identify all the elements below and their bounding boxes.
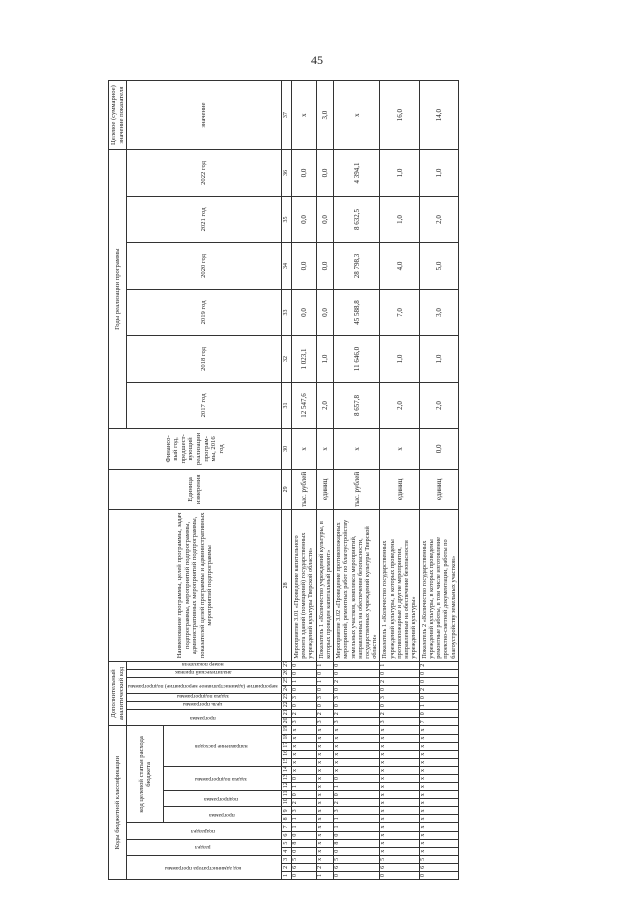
row-year-value: 0,0: [291, 150, 316, 197]
row-year-value: 1 023,1: [291, 336, 316, 383]
code-cell: x: [316, 807, 333, 815]
code-cell: x: [334, 758, 380, 766]
column-number: 35: [281, 196, 291, 243]
code-cell: x: [380, 742, 419, 750]
code-cell: 3: [380, 718, 419, 726]
code-cell: x: [419, 766, 458, 774]
code-cell: 2: [316, 863, 333, 871]
programma-header: программа: [208, 812, 235, 819]
table-row: [334, 81, 380, 880]
year-2021-header: 2021 год: [127, 196, 282, 243]
code-cell: x: [316, 766, 333, 774]
code-cell: x: [419, 750, 458, 758]
table-row: [419, 81, 458, 880]
code-cell: x: [419, 783, 458, 791]
a-zadacha-header: задача подпрограммы: [176, 693, 229, 700]
code-cell: 0: [291, 685, 316, 693]
code-cell: x: [419, 742, 458, 750]
code-cell: 6: [419, 863, 458, 871]
code-cell: 0: [291, 847, 316, 855]
row-name: Мероприятие 3.02 «Проведение противопожарных мероприятий, ремонтных работ по благоустройству земельных участков, комплекса мероприятий, направленных на обеспечение безопасности, государственных учреждений культуры Тверской области»: [334, 510, 380, 662]
row-target-value: 16,0: [380, 81, 419, 150]
code-cell: x: [380, 734, 419, 742]
code-cell: x: [419, 823, 458, 831]
code-cell: 3: [380, 694, 419, 702]
column-number-row: [281, 81, 291, 880]
code-cell: 0: [291, 871, 316, 879]
code-cell: x: [334, 742, 380, 750]
column-number: 27: [281, 661, 291, 669]
column-number: 16: [281, 750, 291, 758]
code-cell: x: [380, 774, 419, 782]
target-col-header: Целевое (суммарное) значение показателя: [109, 81, 127, 150]
column-number: 13: [281, 774, 291, 782]
code-cell: 0: [291, 661, 316, 669]
column-number: 9: [281, 807, 291, 815]
unit-col-header: Единица измерения: [109, 469, 282, 509]
row-name: Показатель 1 «Количество учреждений культуры, в которых проведен капитальный ремонт»: [316, 510, 333, 662]
code-cell: 6: [334, 863, 380, 871]
code-cell: 0: [380, 669, 419, 677]
code-cell: x: [291, 758, 316, 766]
code-cell: 1: [334, 783, 380, 791]
column-number: 2: [281, 863, 291, 871]
code-cell: 1: [334, 815, 380, 823]
code-cell: 1: [291, 783, 316, 791]
code-cell: 0: [334, 791, 380, 799]
code-cell: 0: [419, 669, 458, 677]
code-cell: x: [291, 766, 316, 774]
column-number: 12: [281, 783, 291, 791]
code-cell: x: [380, 766, 419, 774]
code-cell: x: [316, 831, 333, 839]
row-unit: единиц: [380, 469, 419, 509]
code-cell: x: [316, 758, 333, 766]
code-cell: 0: [334, 774, 380, 782]
column-number: 31: [281, 382, 291, 429]
code-cell: x: [419, 791, 458, 799]
code-cell: 0: [419, 694, 458, 702]
column-number: 26: [281, 669, 291, 677]
row-year-value: 0,0: [316, 150, 333, 197]
code-cell: x: [291, 726, 316, 734]
column-number: 6: [281, 831, 291, 839]
code-cell: 0: [380, 871, 419, 879]
code-cell: x: [419, 734, 458, 742]
code-cell: x: [419, 815, 458, 823]
code-cell: x: [316, 791, 333, 799]
a-meropriyatie-header: мероприятие (административное мероприятие) подпрограммы: [128, 682, 278, 689]
code-cell: 1: [419, 702, 458, 710]
row-year-value: 0,0: [291, 196, 316, 243]
code-cell: 1: [316, 871, 333, 879]
code-cell: x: [334, 750, 380, 758]
column-number: 11: [281, 791, 291, 799]
column-number: 18: [281, 734, 291, 742]
row-year-value: 2,0: [419, 382, 458, 429]
code-cell: 0: [291, 702, 316, 710]
row-year-value: 8 632,5: [334, 196, 380, 243]
row-base-value: x: [291, 429, 316, 469]
code-cell: x: [380, 807, 419, 815]
code-cell: 0: [291, 831, 316, 839]
code-cell: 5: [334, 855, 380, 863]
codes-title: Коды бюджетной классификации: [109, 726, 127, 880]
row-unit: тыс. рублей: [291, 469, 316, 509]
code-cell: 8: [291, 839, 316, 847]
code-cell: x: [380, 823, 419, 831]
code-cell: x: [334, 766, 380, 774]
code-cell: x: [380, 847, 419, 855]
code-cell: 1: [334, 823, 380, 831]
razdel-header: раздел: [195, 844, 211, 851]
code-cell: 0: [291, 669, 316, 677]
row-base-value: x: [316, 429, 333, 469]
row-year-value: 4,0: [380, 243, 419, 290]
code-cell: 8: [334, 839, 380, 847]
code-cell: 6: [380, 863, 419, 871]
code-cell: 1: [291, 815, 316, 823]
code-cell: x: [419, 847, 458, 855]
code-cell: 6: [291, 863, 316, 871]
row-target-value: 14,0: [419, 81, 458, 150]
column-number: 4: [281, 847, 291, 855]
year-2018-header: 2018 год: [127, 336, 282, 383]
row-year-value: 5,0: [419, 243, 458, 290]
column-number: 30: [281, 429, 291, 469]
code-cell: 0: [380, 685, 419, 693]
column-number: 28: [281, 510, 291, 662]
column-number: 5: [281, 839, 291, 847]
code-cell: 0: [334, 871, 380, 879]
code-cell: x: [291, 750, 316, 758]
code-cell: 3: [291, 807, 316, 815]
code-cell: x: [380, 783, 419, 791]
row-year-value: 2,0: [419, 196, 458, 243]
code-cell: 0: [419, 871, 458, 879]
code-cell: 3: [334, 718, 380, 726]
code-cell: x: [316, 823, 333, 831]
code-cell: x: [291, 734, 316, 742]
column-number: 17: [281, 742, 291, 750]
code-cell: 2: [291, 799, 316, 807]
row-year-value: 1,0: [419, 336, 458, 383]
code-cell: 2: [291, 710, 316, 718]
column-number: 20: [281, 718, 291, 726]
code-cell: 0: [334, 661, 380, 669]
code-cell: x: [380, 750, 419, 758]
code-cell: 2: [334, 677, 380, 685]
row-unit: единиц: [316, 469, 333, 509]
code-cell: 0: [334, 831, 380, 839]
row-unit: единиц: [419, 469, 458, 509]
code-cell: x: [316, 847, 333, 855]
table-row: [316, 81, 333, 880]
code-cell: x: [316, 750, 333, 758]
code-cell: 2: [380, 677, 419, 685]
code-cell: x: [316, 799, 333, 807]
code-cell: 7: [419, 718, 458, 726]
code-cell: x: [316, 855, 333, 863]
analytic-title: Дополнительный аналитический код: [109, 661, 127, 726]
row-year-value: 28 798,3: [334, 243, 380, 290]
row-year-value: 1,0: [380, 150, 419, 197]
code-cell: x: [316, 774, 333, 782]
table-body: [291, 81, 458, 880]
code-cell: 5: [380, 855, 419, 863]
zadacha-podprogrammy-header: задача подпрограммы: [195, 775, 248, 782]
code-cell: 3: [316, 718, 333, 726]
row-base-value: x: [380, 429, 419, 469]
code-cell: x: [316, 742, 333, 750]
row-year-value: 0,0: [291, 243, 316, 290]
code-cell: x: [380, 758, 419, 766]
code-cell: x: [419, 774, 458, 782]
podprogramma-header: подпрограмма: [204, 795, 239, 802]
row-year-value: 3,0: [419, 289, 458, 336]
code-cell: x: [380, 839, 419, 847]
name-col-header: Наименование программы, целей программы, задач подпрограммы, мероприятий подпрограммы, административных мероприятий подпрограммы, показателей целей программы и административных мероприятий подпрограммы: [109, 510, 282, 662]
row-year-value: 2,0: [316, 382, 333, 429]
row-base-value: x: [334, 429, 380, 469]
column-number: 34: [281, 243, 291, 290]
column-number: 25: [281, 677, 291, 685]
code-cell: x: [419, 799, 458, 807]
column-number: 7: [281, 823, 291, 831]
admin-code-header: код администратора программы: [164, 864, 242, 871]
code-cell: x: [419, 807, 458, 815]
a-programma-header: программа: [190, 715, 216, 721]
row-year-value: 2,0: [380, 382, 419, 429]
code-cell: 3: [291, 718, 316, 726]
code-cell: x: [419, 726, 458, 734]
code-cell: 1: [316, 677, 333, 685]
row-year-value: 8 657,8: [334, 382, 380, 429]
table-row: [291, 81, 316, 880]
column-number: 24: [281, 685, 291, 693]
code-cell: x: [316, 839, 333, 847]
code-cell: 0: [316, 685, 333, 693]
code-cell: 0: [334, 685, 380, 693]
column-number: 19: [281, 726, 291, 734]
code-cell: 0: [316, 702, 333, 710]
code-cell: 3: [334, 807, 380, 815]
column-number: 1: [281, 871, 291, 879]
row-year-value: 1,0: [316, 336, 333, 383]
code-cell: x: [380, 791, 419, 799]
code-cell: 2: [419, 685, 458, 693]
code-cell: 0: [291, 774, 316, 782]
code-cell: 0: [291, 791, 316, 799]
year-2022-header: 2022 год: [127, 150, 282, 197]
column-number: 23: [281, 694, 291, 702]
code-cell: 0: [380, 702, 419, 710]
code-cell: 2: [334, 799, 380, 807]
a-cel-header: цель программы: [183, 701, 223, 708]
years-title: Годы реализации программы: [109, 150, 127, 429]
code-cell: x: [419, 758, 458, 766]
column-number: 10: [281, 799, 291, 807]
csr-title: код целевой статьи расхода бюджета: [127, 726, 164, 823]
column-number: 21: [281, 710, 291, 718]
row-year-value: 0,0: [316, 243, 333, 290]
column-number: 32: [281, 336, 291, 383]
row-year-value: 1,0: [380, 336, 419, 383]
row-unit: тыс. рублей: [334, 469, 380, 509]
code-cell: 0: [334, 702, 380, 710]
row-year-value: 7,0: [380, 289, 419, 336]
code-cell: 2: [316, 710, 333, 718]
row-target-value: x: [334, 81, 380, 150]
row-year-value: 1,0: [419, 150, 458, 197]
year-2019-header: 2019 год: [127, 289, 282, 336]
code-cell: 3: [316, 694, 333, 702]
row-year-value: 12 547,6: [291, 382, 316, 429]
rotated-table-sheet: [108, 80, 526, 880]
row-year-value: 0,0: [316, 196, 333, 243]
column-number: 22: [281, 702, 291, 710]
code-cell: 5: [291, 855, 316, 863]
code-cell: 2: [380, 710, 419, 718]
napravlenie-rashodov-header: направление расходов: [195, 743, 248, 750]
column-number: 33: [281, 289, 291, 336]
row-year-value: 45 588,8: [334, 289, 380, 336]
row-year-value: 1,0: [380, 196, 419, 243]
a-analit-header: аналитический признак: [174, 668, 232, 675]
code-cell: x: [334, 726, 380, 734]
code-cell: 3: [334, 694, 380, 702]
code-cell: 0: [316, 669, 333, 677]
row-year-value: 0,0: [291, 289, 316, 336]
year-2017-header: 2017 год: [127, 382, 282, 429]
row-year-value: 0,0: [316, 289, 333, 336]
row-target-value: 3,0: [316, 81, 333, 150]
code-cell: x: [334, 734, 380, 742]
target-value-header: значение: [127, 81, 282, 150]
row-name: Показатель 1 «Количество государственных учреждений культуры, в которых проведены противопожарные и другие мероприятия, направленные на обеспечение безопасности учреждений культуры»: [380, 510, 419, 662]
code-cell: x: [316, 783, 333, 791]
code-cell: 1: [380, 661, 419, 669]
code-cell: x: [419, 839, 458, 847]
code-cell: 0: [419, 710, 458, 718]
code-cell: x: [291, 742, 316, 750]
column-number: 14: [281, 766, 291, 774]
row-year-value: 4 394,1: [334, 150, 380, 197]
program-table: [108, 80, 459, 880]
row-year-value: 11 646,0: [334, 336, 380, 383]
column-number: 36: [281, 150, 291, 197]
table-row: [380, 81, 419, 880]
column-number: 8: [281, 815, 291, 823]
code-cell: x: [380, 831, 419, 839]
code-cell: 0: [334, 847, 380, 855]
row-name: Мероприятие 3.01 «Проведение капитального ремонта зданий (помещений) государственных учреждений культуры Тверской области»: [291, 510, 316, 662]
code-cell: 0: [419, 677, 458, 685]
code-cell: x: [419, 831, 458, 839]
code-cell: x: [316, 734, 333, 742]
code-cell: 2: [334, 710, 380, 718]
podrazdel-header: подраздел: [190, 828, 215, 835]
code-cell: x: [380, 815, 419, 823]
code-cell: 1: [316, 661, 333, 669]
a-nomer-header: номер показателя: [182, 660, 224, 667]
code-cell: 1: [291, 677, 316, 685]
code-cell: x: [316, 815, 333, 823]
fin-col-header: Финансо-вый год, предшест-вующий реализации програм-мы, 2016 год: [109, 429, 282, 469]
code-cell: x: [380, 799, 419, 807]
column-number: 3: [281, 855, 291, 863]
code-cell: 2: [419, 661, 458, 669]
column-number: 29: [281, 469, 291, 509]
code-cell: 3: [291, 694, 316, 702]
page-number: 45: [311, 53, 323, 67]
year-2020-header: 2020 год: [127, 243, 282, 290]
row-base-value: 0,0: [419, 429, 458, 469]
column-number: 37: [281, 81, 291, 150]
code-cell: 1: [291, 823, 316, 831]
code-cell: x: [316, 726, 333, 734]
code-cell: 0: [334, 669, 380, 677]
row-target-value: x: [291, 81, 316, 150]
row-name: Показатель 2 «Количество государственных учреждений культуры, в которых проведены ремонтные работы, в том числе изготовление проектно-сметной документации, работы по благоустройству земельных участков»: [419, 510, 458, 662]
column-number: 15: [281, 758, 291, 766]
code-cell: 5: [419, 855, 458, 863]
code-cell: x: [380, 726, 419, 734]
